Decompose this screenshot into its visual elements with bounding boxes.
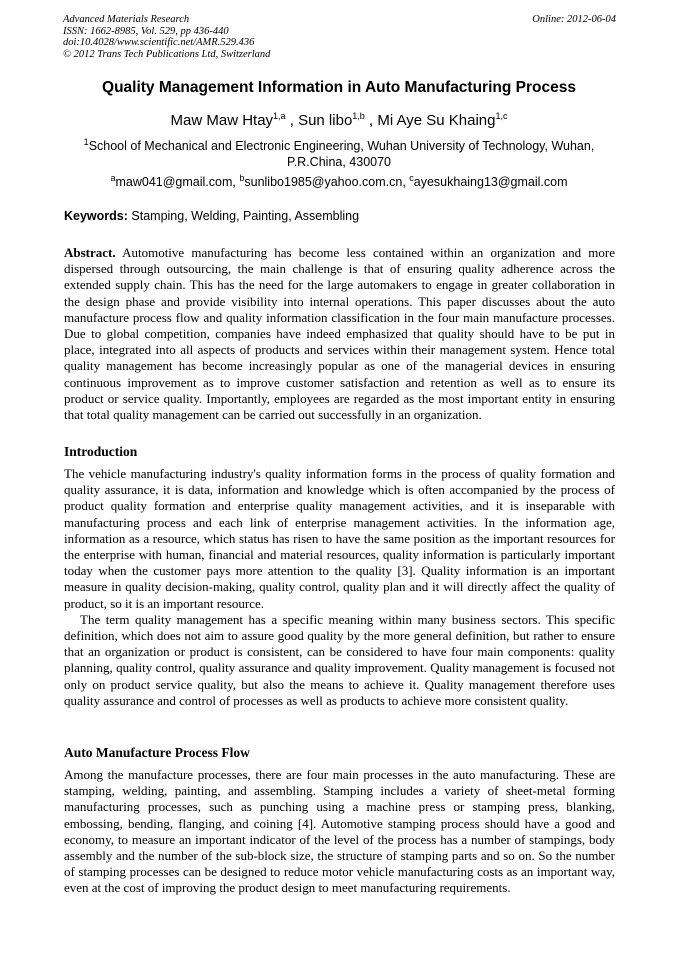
affiliation-text: School of Mechanical and Electronic Engineering, Wuhan University of Technology, Wuhan, P.R.China, 430070 [88, 139, 595, 169]
keywords-text: Stamping, Welding, Painting, Assembling [131, 209, 360, 223]
affiliation-sup: 1 [83, 136, 89, 147]
copyright: © 2012 Trans Tech Publications Ltd, Switzerland [63, 48, 271, 60]
doi: doi:10.4028/www.scientific.net/AMR.529.436 [63, 37, 255, 48]
online-date: Online: 2012-06-04 [532, 14, 616, 25]
author-name: Maw Maw Htay [170, 112, 274, 129]
paragraph: Among the manufacture processes, there are four main processes in the auto manufacturing. These are stamping, welding, painting, and assembling. Stamping includes a variety of sheet-metal forming manufacturing processes, such as punching using a machine press or stamping press, blanking, embossing, bending, flanging, and coining [4]. Automotive stamping process should have a good and economy, to measure an important indicator of the level of the process has a number of stampings, body assembly and the number of the sub-block size, the structure of stamping parts and so on. So the number of stamping processes can be designed to reduce motor vehicle manufacturing costs as an important way, even at the cost of improving the product design to meet manufacturing requirements. [64, 767, 615, 896]
issn: ISSN: 1662-8985, Vol. 529, pp 436-440 [63, 25, 229, 37]
paper-title: Quality Management Information in Auto Manufacturing Process [102, 79, 576, 96]
author-name: Sun libo [298, 112, 353, 129]
paragraph: The vehicle manufacturing industry's quality information forms in the process of quality formation and quality assurance, it is data, information and knowledge which is often accompanied by the process of product quality formation and enterprise quality management activities, and it is inseparable with manufacturing process and each link of enterprise management activities. In the information age, information as a resource, which status has risen to have the same position as the important resources for the enterprise with human, financial and material resources, quality information is particularly important today when the customer pays more attention to the quality [3]. Quality information is an important measure in quality decision-making, quality control, quality plan and it will directly affect the quality of product, so it is an important resource. [64, 466, 615, 611]
paragraph: The term quality management has a specific meaning within many business sectors. This specific definition, which does not aim to assure good quality by the more general definition, but rather to ensure that an organization or product is consistent, can be considered to have four main components: quality planning, quality control, quality assurance and quality improvement. Quality management is focused not only on product service quality, but also the means to achieve it. Quality management therefore uses quality assurance and control of processes as well as products to achieve more consistent quality. [64, 611, 615, 708]
author-sup: 1,c [495, 111, 508, 121]
email-separator: , [402, 175, 410, 189]
affiliation [70, 138, 608, 170]
author-sup: 1,a [273, 111, 286, 121]
section-heading-process-flow: Auto Manufacture Process Flow [64, 745, 250, 760]
email-link[interactable]: sunlibo1985@yahoo.com.cn [244, 175, 403, 189]
author-list [0, 112, 678, 129]
abstract-label: Abstract. [64, 245, 116, 260]
journal-name: Advanced Materials Research [63, 14, 190, 25]
email-sup: a [110, 172, 116, 183]
author-sup: 1,b [352, 111, 365, 121]
email-link[interactable]: ayesukhaing13@gmail.com [413, 175, 568, 189]
section-process-flow [64, 767, 615, 897]
email-sup: c [409, 172, 414, 183]
abstract [64, 245, 615, 423]
journal-header [63, 14, 616, 60]
email-list [0, 172, 678, 189]
email-separator: , [232, 175, 240, 189]
email-link[interactable]: maw041@gmail.com [115, 175, 233, 189]
abstract-text: Automotive manufacturing has become less contained within an organization and more dispersed through outsourcing, the main challenge is that of ensuring quality adherence across the extended supply chain. This has the need for the large automakers to engage in greater collaboration in the design phase and provide visibility into internal operations. This paper discusses about the auto manufacture process flow and quality information classification in the four main manufacture processes. Due to global competition, companies have indeed emphasized that quality should have to be put in place, integrated into all aspects of products and services within their management system. Hence total quality management has become increasingly popular as one of the managerial devices in ensuring continuous improvement as to improve customer satisfaction and retention as well as to ensure its product or service quality. Importantly, employees are regarded as the most important entity in ensuring that total quality management can be carried out successfully in an organization. [64, 245, 615, 423]
keywords-label: Keywords: [64, 209, 128, 223]
author-separator: , [364, 112, 378, 129]
section-introduction [64, 466, 615, 709]
email-sup: b [239, 172, 245, 183]
author-name: Mi Aye Su Khaing [377, 112, 496, 129]
section-heading-introduction: Introduction [64, 444, 138, 459]
keywords [64, 209, 615, 223]
author-separator: , [285, 112, 299, 129]
